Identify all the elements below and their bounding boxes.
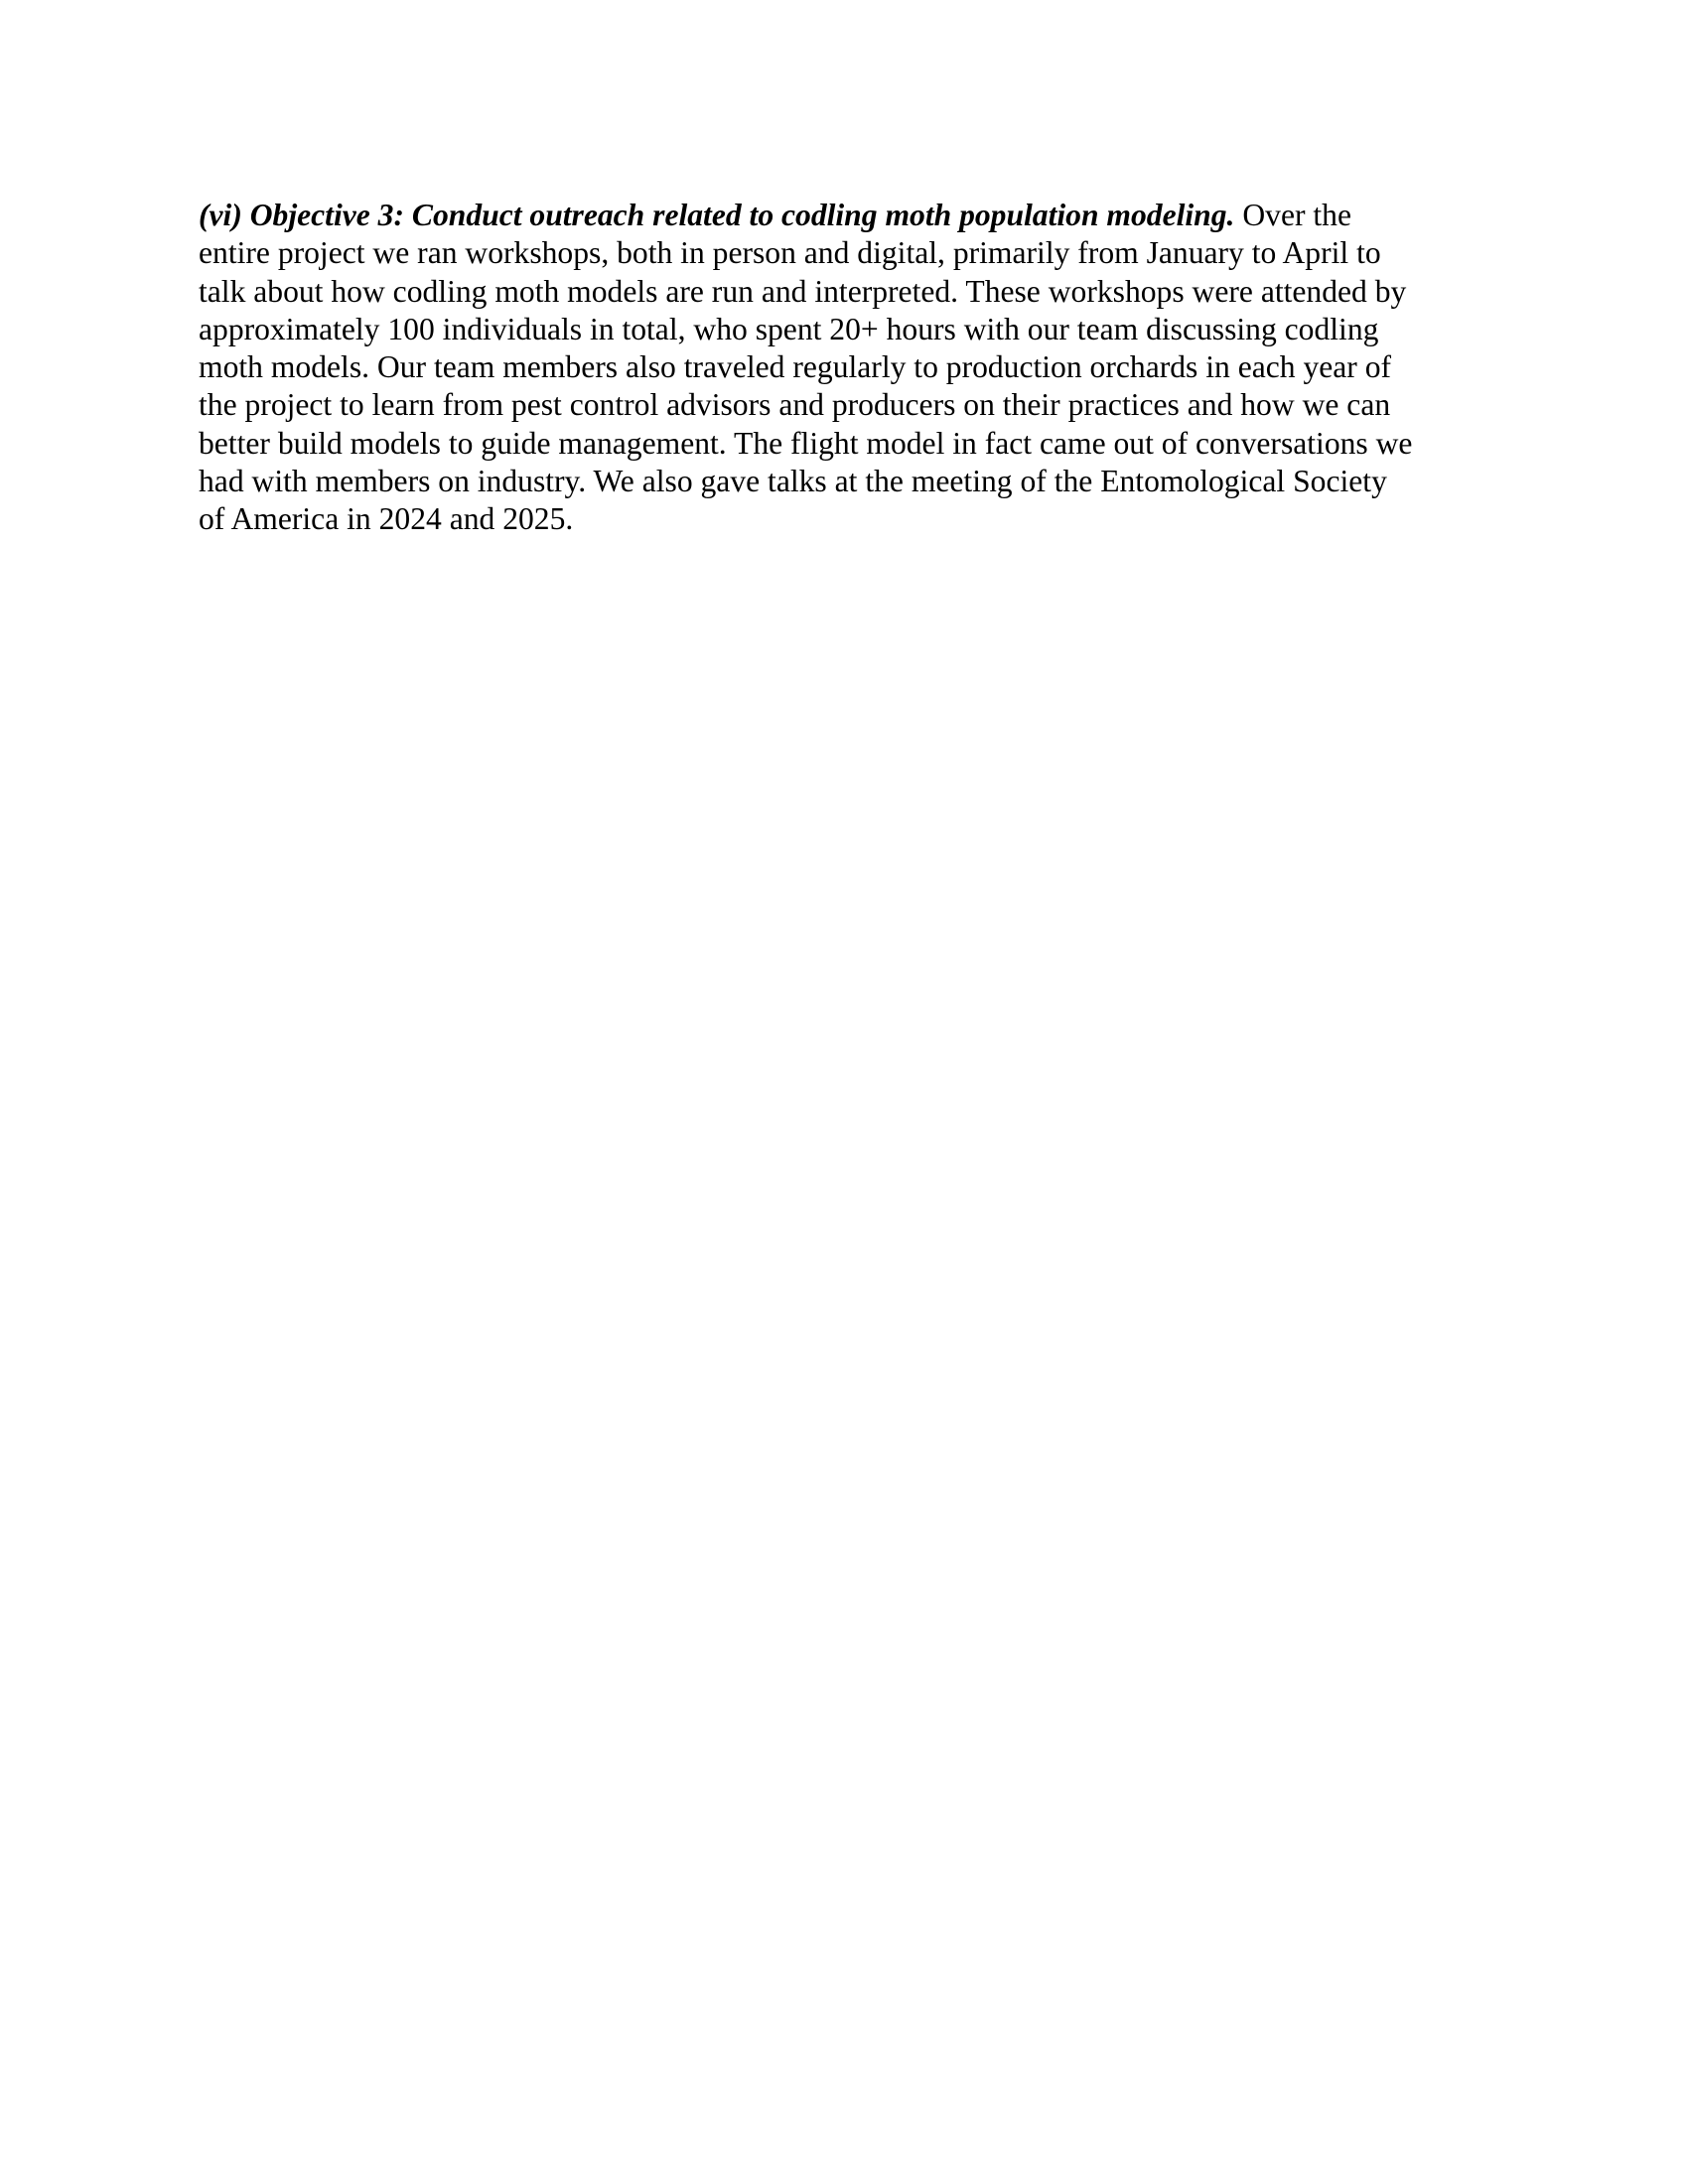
section-heading: (vi) Objective 3: Conduct outreach related to codling moth population modeling. <box>199 198 1235 232</box>
objective-3-paragraph <box>199 197 1494 539</box>
body-line: had with members on industry. We also gave talks at the meeting of the Entomological Society <box>199 464 1387 499</box>
body-line: of America in 2024 and 2025. <box>199 501 574 537</box>
body-line: approximately 100 individuals in total, who spent 20+ hours with our team discussing codling <box>199 311 1379 346</box>
body-line: the project to learn from pest control advisors and producers on their practices and how we can <box>199 387 1391 423</box>
body-line: better build models to guide management. The flight model in fact came out of conversations we <box>199 425 1413 461</box>
body-line: moth models. Our team members also traveled regularly to production orchards in each year of <box>199 349 1392 385</box>
body-line: Over the <box>1234 198 1352 232</box>
body-line: talk about how codling moth models are run and interpreted. These workshops were attended by <box>199 273 1407 309</box>
body-line: entire project we ran workshops, both in person and digital, primarily from January to April to <box>199 235 1381 271</box>
